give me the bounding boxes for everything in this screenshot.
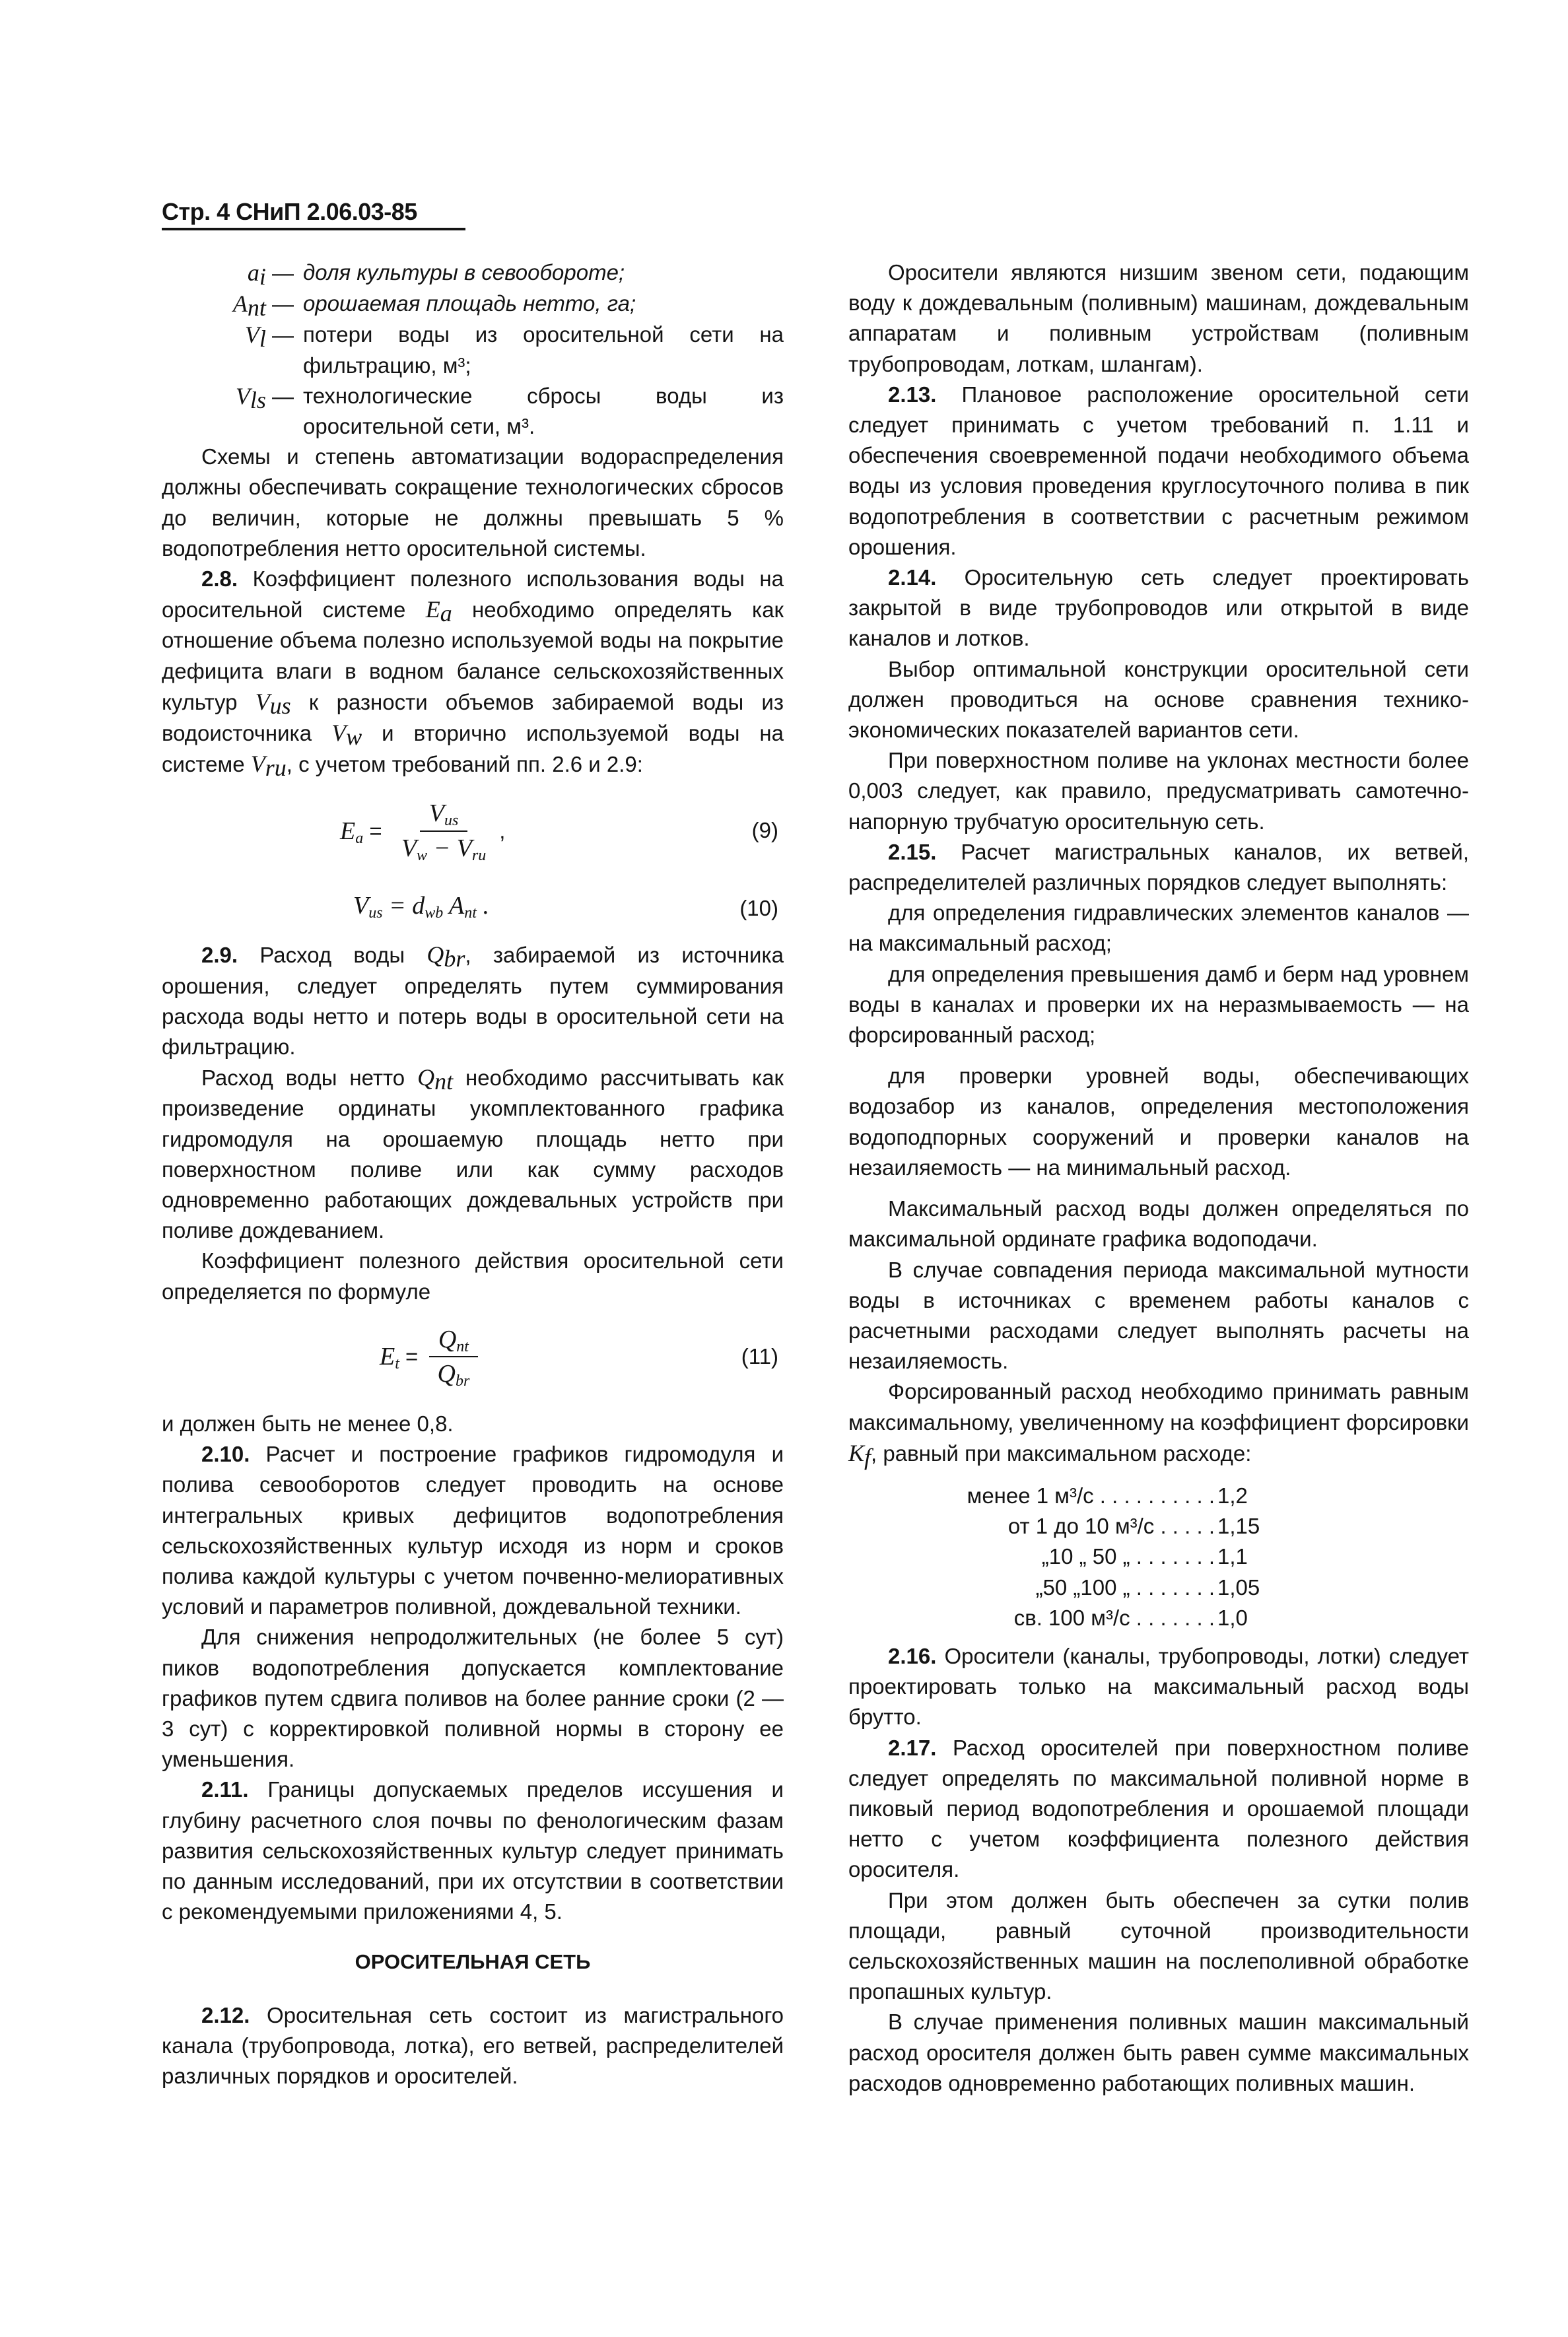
paragraph-2-12: 2.12. Оросительная сеть состоит из магистрального канала (трубопровода, лотка), его ветвей, распределителей различных порядков и оросителей. xyxy=(162,2002,784,2088)
paragraph-short-peaks: Для снижения непродолжительных (не более 5 сут) пиков водопотребления допускается комплектование графиков путем сдвига поливов на более ранние сроки (2 — 3 сут) с корректировкой поливной нормы в сторону ее уменьшения. xyxy=(162,1625,784,1772)
paragraph-2-8: 2.8. Коэффициент полезного использования воды на оросительной системе $E_a$ необходимо определять как отношение объема полезно используемой воды на покрытие дефицита влаги в водном балансе сельскохозяйственных культур $V_{us}$ к разности объемов забираемой воды из водоисточника $V_w$ и вторично используемой воды на системе $V_{ru}$, с учетом требований пп. 2.6 и 2.9: xyxy=(162,566,784,782)
table-row: „10 „ 50 „ . . . . . . . 1,1 xyxy=(1041,1544,1248,1569)
paragraph-2-16: 2.16. Оросители (каналы, трубопроводы, лотки) следует проектировать только на максимальный расход воды брутто. xyxy=(848,1643,1469,1730)
paragraph-daily: При этом должен быть обеспечен за сутки полив площади, равный суточной производительности сельскохозяйственных машин на послеполивной обработке пропашных культур. xyxy=(848,1887,1469,2004)
table-row: менее 1 м³/с . . . . . . . . . . 1,2 xyxy=(967,1483,1248,1508)
paragraph-hydraulic: для определения гидравлических элементов каналов — на максимальный расход; xyxy=(848,900,1469,956)
paragraph-coefficient: Коэффициент полезного действия оросительной сети определяется по формуле xyxy=(162,1248,784,1304)
paragraph-2-11: 2.11. Границы допускаемых пределов иссушения и глубину расчетного слоя почвы по фенологическим фазам развития сельскохозяйственных культур следует принимать по данным исследований, при их отсутствии в соответствии с рекомендуемыми приложениями 4, 5. xyxy=(162,1777,784,1924)
paragraph-2-14: 2.14. Оросительную сеть следует проектировать закрытой в виде трубопроводов или открытой в виде каналов и лотков. xyxy=(848,565,1469,651)
paragraph-min: и должен быть не менее 0,8. xyxy=(162,1411,454,1436)
paragraph-2-17: 2.17. Расход оросителей при поверхностном поливе следует определять по максимальной поливной норме в пиковый период водопотребления и орошаемой площади нетто с учетом коэффициента полезного действия оросителя. xyxy=(848,1735,1469,1882)
paragraph-2-9: 2.9. Расход воды $Q_{br}$, забираемой из источника орошения, следует определять путем суммирования расхода воды нетто и потерь воды в оросительной сети на фильтрацию. xyxy=(162,941,784,1060)
definition-vls: $V_{ls}$ — технологические сбросы воды из оросительной сети, м³. xyxy=(235,382,784,439)
paragraph-2-10: 2.10. Расчет и построение графиков гидромодуля и полива севооборотов следует проводить на основе интегральных кривых дефицитов водопотребления сельскохозяйственных культур исходя из норм и сроков полива каждой культуры с учетом почвенно-мелиоративных условий и параметров поливной, дождевальной техники. xyxy=(162,1442,784,1619)
paragraph-dams: для определения превышения дамб и берм над уровнем воды в каналах и проверки их на неразмываемость — на форсированный расход; xyxy=(848,961,1469,1048)
header-rule xyxy=(162,228,465,230)
definition-vl: $V_l$ — потери воды из оросительной сети на фильтрацию, м³; xyxy=(244,322,784,378)
table-row: св. 100 м³/с . . . . . . . 1,0 xyxy=(1013,1605,1248,1630)
forcing-coefficient-table xyxy=(848,1481,1469,1633)
paragraph-machines: В случае применения поливных машин максимальный расход оросителя должен быть равен сумме максимальных расходов одновременно работающих поливных машин. xyxy=(848,2010,1469,2095)
paragraph-schemes: Схемы и степень автоматизации водораспределения должны обеспечивать сокращение технологических сбросов до величин, которые не должны превышать 5 % водопотребления нетто оросительной системы. xyxy=(162,444,784,560)
table-row: от 1 до 10 м³/с . . . . . 1,15 xyxy=(1007,1514,1260,1539)
right-column xyxy=(848,257,1469,2099)
page-header: Стр. 4 СНиП 2.06.03-85 xyxy=(162,198,417,225)
left-column xyxy=(162,257,784,2091)
paragraph-choice: Выбор оптимальной конструкции оросительной сети должен проводиться на основе сравнения технико-экономических показателей вариантов сети. xyxy=(848,656,1469,743)
definitions-list xyxy=(162,257,784,442)
definition-ant: $A_{nt}$ — орошаемая площадь нетто, га; xyxy=(232,290,636,322)
section-title: ОРОСИТЕЛЬНАЯ СЕТЬ xyxy=(355,1950,591,1974)
paragraph-2-13: 2.13. Плановое расположение оросительной сети следует принимать с учетом требований п. 1.11 и обеспечения своевременной подачи необходимого объема воды из условия проведения круглосуточного полива в пик водопотребления в соответствии с расчетным режимом орошения. xyxy=(848,382,1469,559)
paragraph-2-15: 2.15. Расчет магистральных каналов, их ветвей, распределителей различных порядков следует выполнять: xyxy=(848,839,1469,895)
formula-10: $V_{us} = d_{wb}$ $A_{nt}$ . (10) xyxy=(353,892,778,922)
definition-ai: $a_i$ — доля культуры в севообороте; xyxy=(247,259,625,290)
formula-9: $E_a$ = $\frac{V_{us}}{V_w - V_{ru}}$ , (9) xyxy=(340,799,778,864)
formula-11: $E_t$ = $\frac{Q_{nt}}{Q_{br}}$ (11) xyxy=(380,1325,778,1390)
paragraph-turbidity: В случае совпадения периода максимальной мутности воды в источниках с временем работы каналов с расчетными расходами следует выполнять расчеты на незаиляемость. xyxy=(848,1257,1469,1374)
table-row: „50 „100 „ . . . . . . . 1,05 xyxy=(1035,1575,1260,1600)
paragraph-slope: При поверхностном поливе на уклонах местности более 0,003 следует, как правило, предусматривать самотечно-напорную трубчатую оросительную сеть. xyxy=(848,748,1469,834)
paragraph-forced: Форсированный расход необходимо принимать равным максимальному, увеличенному на коэффициент форсировки $K_f$, равный при максимальном расходе: xyxy=(848,1379,1469,1470)
paragraph-net-flow: Расход воды нетто $Q_{nt}$ необходимо рассчитывать как произведение ординаты укомплектованного графика гидромодуля на орошаемую площадь нетто при поверхностном поливе или как сумму расходов одновременно работающих дождевальных устройств при поливе дождеванием. xyxy=(162,1064,784,1243)
paragraph-levels: для проверки уровней воды, обеспечивающих водозабор из каналов, определения местоположения водоподпорных сооружений и проверки каналов на незаиляемость — на минимальный расход. xyxy=(848,1064,1469,1180)
paragraph-max-flow: Максимальный расход воды должен определяться по максимальной ординате графика водоподачи. xyxy=(848,1196,1469,1252)
paragraph-irrigators: Оросители являются низшим звеном сети, подающим воду к дождевальным (поливным) машинам, дождевальным аппаратам и поливным устройствам (поливным трубопроводам, лоткам, шлангам). xyxy=(848,260,1469,376)
